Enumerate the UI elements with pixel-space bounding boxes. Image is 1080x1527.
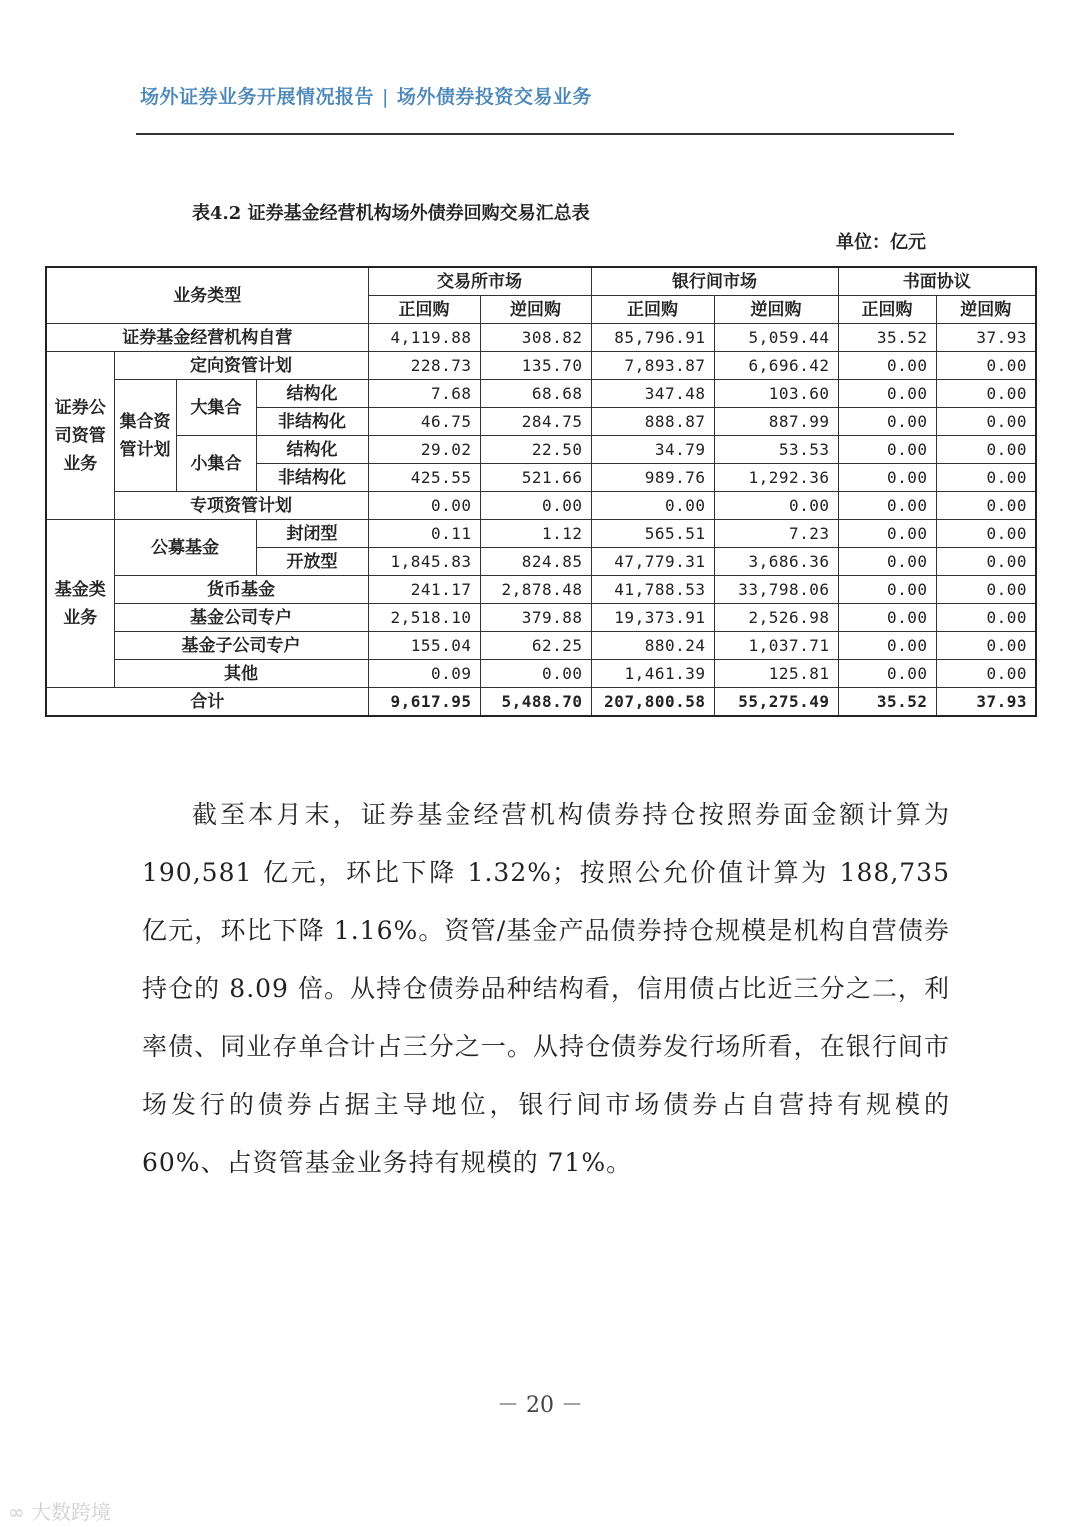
repo-summary-table: [45, 266, 1037, 717]
header-separator: |: [382, 86, 389, 108]
table-cell: 155.04: [368, 632, 480, 660]
table-cell: 62.25: [480, 632, 591, 660]
table-cell: 0.00: [838, 436, 936, 464]
table-cell: 0.00: [936, 380, 1036, 408]
table-cell: 29.02: [368, 436, 480, 464]
table-cell: 0.00: [714, 492, 838, 520]
row-label: 证券基金经营机构自营: [46, 324, 368, 352]
table-cell: 379.88: [480, 604, 591, 632]
table-cell: 68.68: [480, 380, 591, 408]
row-label: 结构化: [256, 380, 368, 408]
header-exchange-market: 交易所市场: [368, 267, 591, 296]
page-header: [140, 82, 592, 109]
table-cell: 0.00: [936, 576, 1036, 604]
table-cell: 0.00: [936, 520, 1036, 548]
table-cell: 37.93: [936, 688, 1036, 717]
group-label-fund-business: 基金类业务: [46, 520, 114, 688]
table-cell: 0.00: [838, 352, 936, 380]
table-cell: 521.66: [480, 464, 591, 492]
table-cell: 565.51: [591, 520, 714, 548]
table-cell: 103.60: [714, 380, 838, 408]
table-cell: 7.23: [714, 520, 838, 548]
table-cell: 0.00: [838, 604, 936, 632]
table-cell: 425.55: [368, 464, 480, 492]
table-cell: 4,119.88: [368, 324, 480, 352]
table-cell: 824.85: [480, 548, 591, 576]
table-cell: 0.00: [838, 660, 936, 688]
header-repo: 正回购: [368, 296, 480, 324]
row-label: 开放型: [256, 548, 368, 576]
table-cell: 1,037.71: [714, 632, 838, 660]
table-cell: 0.00: [936, 660, 1036, 688]
table-cell: 880.24: [591, 632, 714, 660]
table-cell: 47,779.31: [591, 548, 714, 576]
table-cell: 135.70: [480, 352, 591, 380]
row-label: 非结构化: [256, 464, 368, 492]
table-cell: 46.75: [368, 408, 480, 436]
table-cell: 3,686.36: [714, 548, 838, 576]
header-reverse-repo: 逆回购: [714, 296, 838, 324]
table-cell: 34.79: [591, 436, 714, 464]
table-row-total: [46, 688, 1036, 717]
table-cell: 0.00: [936, 492, 1036, 520]
table-cell: 1,845.83: [368, 548, 480, 576]
group-label-big-collective: 大集合: [176, 380, 256, 436]
table-cell: 0.00: [936, 632, 1036, 660]
row-label: 基金子公司专户: [114, 632, 368, 660]
table-cell: 5,059.44: [714, 324, 838, 352]
row-label: 基金公司专户: [114, 604, 368, 632]
table-row: [46, 660, 1036, 688]
table-cell: 0.00: [838, 520, 936, 548]
table-cell: 0.00: [480, 660, 591, 688]
table-cell: 2,518.10: [368, 604, 480, 632]
table-cell: 7,893.87: [591, 352, 714, 380]
table-cell: 1.12: [480, 520, 591, 548]
table-cell: 888.87: [591, 408, 714, 436]
table-cell: 0.00: [936, 436, 1036, 464]
table-cell: 0.00: [838, 408, 936, 436]
row-label: 封闭型: [256, 520, 368, 548]
table-row: [46, 324, 1036, 352]
table-cell: 2,526.98: [714, 604, 838, 632]
table-cell: 228.73: [368, 352, 480, 380]
row-label: 专项资管计划: [114, 492, 368, 520]
table-cell: 241.17: [368, 576, 480, 604]
row-label: 结构化: [256, 436, 368, 464]
table-cell: 347.48: [591, 380, 714, 408]
table-cell: 33,798.06: [714, 576, 838, 604]
table-cell: 2,878.48: [480, 576, 591, 604]
table-cell: 0.09: [368, 660, 480, 688]
group-label-public-fund: 公募基金: [114, 520, 256, 576]
header-section-title: 场外债券投资交易业务: [396, 86, 592, 108]
table-cell: 5,488.70: [480, 688, 591, 717]
header-repo: 正回购: [838, 296, 936, 324]
table-cell: 22.50: [480, 436, 591, 464]
table-cell: 0.00: [838, 576, 936, 604]
table-cell: 35.52: [838, 324, 936, 352]
table-cell: 35.52: [838, 688, 936, 717]
table-cell: 207,800.58: [591, 688, 714, 717]
table-caption: 表4.2 证券基金经营机构场外债券回购交易汇总表: [192, 203, 590, 224]
watermark-text: 大数跨境: [31, 1500, 112, 1524]
row-label: 货币基金: [114, 576, 368, 604]
group-label-small-collective: 小集合: [176, 436, 256, 492]
group-label-collective: 集合资管计划: [114, 380, 176, 492]
row-label: 定向资管计划: [114, 352, 368, 380]
row-label: 非结构化: [256, 408, 368, 436]
header-written-agreement: 书面协议: [838, 267, 1036, 296]
table-cell: 0.00: [936, 408, 1036, 436]
group-label-securities-am: 证券公司资管业务: [46, 352, 114, 520]
header-report-title: 场外证券业务开展情况报告: [140, 86, 375, 108]
table-row: [46, 520, 1036, 548]
table-row: [46, 576, 1036, 604]
header-business-type: 业务类型: [46, 267, 368, 324]
row-label: 其他: [114, 660, 368, 688]
table-cell: 308.82: [480, 324, 591, 352]
watermark-logo-icon: ∞: [8, 1500, 25, 1524]
table-row: [46, 492, 1036, 520]
header-reverse-repo: 逆回购: [936, 296, 1036, 324]
watermark: [8, 1496, 111, 1525]
table-cell: 85,796.91: [591, 324, 714, 352]
table-cell: 7.68: [368, 380, 480, 408]
header-rule: [136, 133, 954, 135]
table-cell: 55,275.49: [714, 688, 838, 717]
table-cell: 0.00: [936, 604, 1036, 632]
header-reverse-repo: 逆回购: [480, 296, 591, 324]
table-cell: 37.93: [936, 324, 1036, 352]
table-cell: 0.00: [936, 464, 1036, 492]
table-cell: 0.00: [838, 632, 936, 660]
table-cell: 0.00: [838, 548, 936, 576]
table-cell: 1,461.39: [591, 660, 714, 688]
table-cell: 0.00: [838, 492, 936, 520]
table-row: [46, 352, 1036, 380]
table-cell: 0.11: [368, 520, 480, 548]
page-number: － 20 －: [497, 1393, 583, 1418]
table-cell: 0.00: [591, 492, 714, 520]
body-paragraph: 截至本月末，证券基金经营机构债券持仓按照券面金额计算为 190,581 亿元，环比下降 1.32%；按照公允价值计算为 188,735 亿元，环比下降 1.16%。资管/基金产品债券持仓规模是机构自营债券持仓的 8.09 倍。从持仓债券品种结构看，信用债占比近三分之二，利率债、同业存单合计占三分之一。从持仓债券发行场所看，在银行间市场发行的债券占据主导地位，银行间市场债券占自营持有规模的 60%、占资管基金业务持有规模的 71%。: [142, 800, 950, 1177]
row-label-total: 合计: [46, 688, 368, 717]
table-cell: 887.99: [714, 408, 838, 436]
table-cell: 1,292.36: [714, 464, 838, 492]
table-cell: 284.75: [480, 408, 591, 436]
table-cell: 0.00: [368, 492, 480, 520]
header-interbank-market: 银行间市场: [591, 267, 838, 296]
table-cell: 125.81: [714, 660, 838, 688]
table-cell: 0.00: [838, 464, 936, 492]
table-cell: 9,617.95: [368, 688, 480, 717]
table-cell: 0.00: [480, 492, 591, 520]
header-repo: 正回购: [591, 296, 714, 324]
table-cell: 41,788.53: [591, 576, 714, 604]
table-cell: 0.00: [936, 352, 1036, 380]
table-unit: 单位：亿元: [836, 232, 926, 253]
table-row: [46, 604, 1036, 632]
table-cell: 0.00: [838, 380, 936, 408]
table-row: [46, 436, 1036, 464]
table-row: [46, 632, 1036, 660]
table-row: [46, 380, 1036, 408]
table-cell: 19,373.91: [591, 604, 714, 632]
table-cell: 0.00: [936, 548, 1036, 576]
table-cell: 6,696.42: [714, 352, 838, 380]
table-cell: 989.76: [591, 464, 714, 492]
table-cell: 53.53: [714, 436, 838, 464]
